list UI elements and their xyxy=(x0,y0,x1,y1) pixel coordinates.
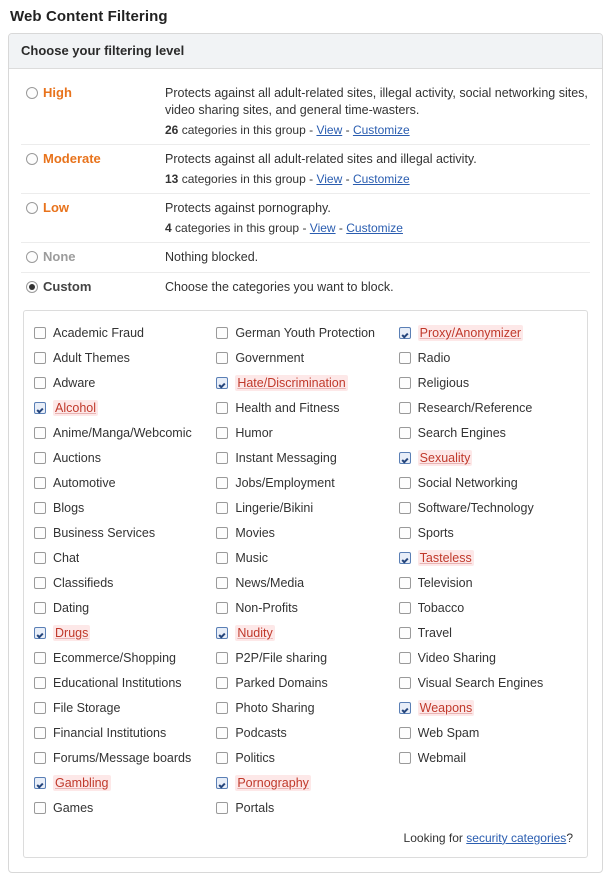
security-categories-note xyxy=(34,821,577,847)
category-label: P2P/File sharing xyxy=(235,651,328,666)
category-label: Drugs xyxy=(55,626,89,641)
category-item[interactable] xyxy=(399,671,577,696)
radio-cell-none[interactable] xyxy=(21,249,43,263)
desc-sub-low xyxy=(165,220,590,236)
filter-level-row-low[interactable] xyxy=(21,194,590,243)
category-checkbox[interactable] xyxy=(399,702,411,714)
category-label: Web Spam xyxy=(417,726,480,741)
category-item[interactable] xyxy=(34,746,212,771)
category-checkbox[interactable] xyxy=(34,727,46,739)
category-checkbox[interactable] xyxy=(216,602,228,614)
category-empty-slot xyxy=(399,771,577,796)
view-link-moderate[interactable]: View xyxy=(316,171,343,186)
category-checkbox[interactable] xyxy=(216,502,228,514)
category-checkbox[interactable] xyxy=(216,327,228,339)
category-checkbox[interactable] xyxy=(399,727,411,739)
category-checkbox[interactable] xyxy=(34,652,46,664)
category-item[interactable] xyxy=(216,396,394,421)
category-item[interactable] xyxy=(34,446,212,471)
category-label: Pornography xyxy=(237,776,309,791)
category-checkbox[interactable] xyxy=(399,627,411,639)
category-item[interactable] xyxy=(399,646,577,671)
category-label: Health and Fitness xyxy=(235,401,340,416)
category-item[interactable] xyxy=(216,621,394,646)
category-checkbox[interactable] xyxy=(399,452,411,464)
category-checkbox[interactable] xyxy=(399,477,411,489)
category-count-high: 26 xyxy=(165,122,179,137)
category-item[interactable] xyxy=(216,671,394,696)
category-checkbox[interactable] xyxy=(216,777,228,789)
category-item[interactable] xyxy=(34,721,212,746)
category-checkbox[interactable] xyxy=(216,577,228,589)
category-item[interactable] xyxy=(399,471,577,496)
category-item[interactable] xyxy=(216,421,394,446)
category-label: Tobacco xyxy=(417,601,465,616)
category-empty-slot xyxy=(399,796,577,821)
radio-cell-low[interactable] xyxy=(21,200,43,214)
category-label: Hate/Discrimination xyxy=(237,376,346,391)
category-checkbox[interactable] xyxy=(34,752,46,764)
category-checkbox[interactable] xyxy=(399,502,411,514)
radio-cell-high[interactable] xyxy=(21,85,43,99)
category-checkbox[interactable] xyxy=(216,752,228,764)
category-item[interactable] xyxy=(216,471,394,496)
category-checkbox[interactable] xyxy=(34,477,46,489)
category-item[interactable] xyxy=(34,646,212,671)
category-count-suffix-low: categories in this group - xyxy=(175,220,307,235)
note-prefix: Looking for xyxy=(403,830,467,845)
category-checkbox[interactable] xyxy=(34,502,46,514)
filter-level-label-high: High xyxy=(43,85,72,100)
category-label: Software/Technology xyxy=(417,501,534,516)
category-checkbox[interactable] xyxy=(34,602,46,614)
category-item[interactable] xyxy=(399,596,577,621)
category-item[interactable] xyxy=(34,471,212,496)
category-label: Video Sharing xyxy=(417,651,496,666)
desc-sub-high xyxy=(165,122,590,138)
category-item[interactable] xyxy=(399,446,577,471)
panel-body xyxy=(9,69,602,872)
category-item[interactable] xyxy=(34,496,212,521)
category-label: Forums/Message boards xyxy=(53,751,192,766)
filter-level-label-none: None xyxy=(43,249,76,265)
radio-none[interactable] xyxy=(26,251,38,263)
category-checkbox[interactable] xyxy=(216,802,228,814)
category-item[interactable] xyxy=(216,371,394,396)
desc-text-low: Protects against pornography. xyxy=(165,201,331,215)
radio-custom[interactable] xyxy=(26,281,38,293)
category-label: Religious xyxy=(417,376,470,391)
category-checkbox[interactable] xyxy=(399,402,411,414)
view-link-high[interactable]: View xyxy=(316,122,343,137)
category-label: Automotive xyxy=(53,476,116,491)
category-item[interactable] xyxy=(399,346,577,371)
category-item[interactable] xyxy=(34,321,212,346)
category-item[interactable] xyxy=(399,521,577,546)
category-item[interactable] xyxy=(216,346,394,371)
category-checkbox[interactable] xyxy=(399,652,411,664)
category-checkbox[interactable] xyxy=(399,352,411,364)
category-item[interactable] xyxy=(34,396,212,421)
category-item[interactable] xyxy=(34,521,212,546)
category-checkbox[interactable] xyxy=(34,527,46,539)
category-checkbox[interactable] xyxy=(399,577,411,589)
category-label: Television xyxy=(417,576,473,591)
category-label: Research/Reference xyxy=(417,401,533,416)
filter-level-label-low: Low xyxy=(43,200,69,215)
category-item[interactable] xyxy=(34,546,212,571)
category-item[interactable] xyxy=(399,546,577,571)
category-label: Jobs/Employment xyxy=(235,476,335,491)
note-suffix: ? xyxy=(566,830,573,845)
filter-level-desc-moderate xyxy=(165,151,590,187)
category-label: Travel xyxy=(417,626,452,641)
category-count-moderate: 13 xyxy=(165,171,179,186)
category-label: Blogs xyxy=(53,501,85,516)
category-checkbox[interactable] xyxy=(216,677,228,689)
category-item[interactable] xyxy=(216,646,394,671)
filter-level-desc-high xyxy=(165,85,590,138)
category-item[interactable] xyxy=(216,796,394,821)
customize-link-high[interactable]: Customize xyxy=(352,122,410,137)
filtering-level-panel xyxy=(8,33,603,873)
category-item[interactable] xyxy=(399,371,577,396)
category-label: Lingerie/Bikini xyxy=(235,501,314,516)
radio-cell-custom[interactable] xyxy=(21,279,43,293)
category-label: Classifieds xyxy=(53,576,114,591)
category-label: Academic Fraud xyxy=(53,326,145,341)
category-label: Podcasts xyxy=(235,726,287,741)
category-label: Chat xyxy=(53,551,80,566)
category-label: Sports xyxy=(417,526,454,541)
radio-high[interactable] xyxy=(26,87,38,99)
category-checkbox[interactable] xyxy=(399,427,411,439)
category-item[interactable] xyxy=(399,571,577,596)
category-item[interactable] xyxy=(399,696,577,721)
category-checkbox[interactable] xyxy=(34,777,46,789)
radio-moderate[interactable] xyxy=(26,153,38,165)
filter-level-row-none[interactable] xyxy=(21,243,590,273)
category-item[interactable] xyxy=(399,721,577,746)
category-label: Radio xyxy=(417,351,451,366)
category-item[interactable] xyxy=(216,521,394,546)
category-checkbox[interactable] xyxy=(34,627,46,639)
category-checkbox[interactable] xyxy=(216,452,228,464)
category-label: Games xyxy=(53,801,94,816)
category-label: Portals xyxy=(235,801,275,816)
category-checkbox[interactable] xyxy=(216,552,228,564)
radio-low[interactable] xyxy=(26,202,38,214)
category-item[interactable] xyxy=(34,671,212,696)
category-label: Webmail xyxy=(417,751,467,766)
category-item[interactable] xyxy=(216,771,394,796)
category-label: Photo Sharing xyxy=(235,701,315,716)
category-checkbox[interactable] xyxy=(34,577,46,589)
category-item[interactable] xyxy=(216,596,394,621)
category-item[interactable] xyxy=(34,421,212,446)
category-label: Financial Institutions xyxy=(53,726,167,741)
category-label: Dating xyxy=(53,601,90,616)
category-checkbox[interactable] xyxy=(399,752,411,764)
category-item[interactable] xyxy=(34,621,212,646)
category-item[interactable] xyxy=(34,796,212,821)
category-checkbox[interactable] xyxy=(34,702,46,714)
category-label: Social Networking xyxy=(417,476,518,491)
category-item[interactable] xyxy=(216,446,394,471)
category-checkbox[interactable] xyxy=(34,352,46,364)
filter-level-label-custom: Custom xyxy=(43,278,92,294)
category-checkbox[interactable] xyxy=(216,402,228,414)
filter-level-row-custom[interactable] xyxy=(21,273,590,302)
category-item[interactable] xyxy=(216,721,394,746)
desc-text-moderate: Protects against all adult-related sites and illegal activity. xyxy=(165,151,477,166)
category-label: Alcohol xyxy=(55,401,96,416)
category-label: Proxy/Anonymizer xyxy=(419,326,522,341)
category-label: Business Services xyxy=(53,526,156,541)
category-item[interactable] xyxy=(399,746,577,771)
category-checkbox[interactable] xyxy=(399,602,411,614)
category-item[interactable] xyxy=(34,346,212,371)
category-item[interactable] xyxy=(399,321,577,346)
sep-moderate: - xyxy=(345,171,350,186)
category-checkbox[interactable] xyxy=(216,477,228,489)
category-checkbox[interactable] xyxy=(34,802,46,814)
category-label: File Storage xyxy=(53,701,121,716)
category-label: Weapons xyxy=(419,701,473,716)
category-checkbox[interactable] xyxy=(216,727,228,739)
category-selection-box xyxy=(23,310,588,858)
category-count-suffix-high: categories in this group - xyxy=(181,122,314,137)
radio-cell-moderate[interactable] xyxy=(21,151,43,165)
category-item[interactable] xyxy=(216,496,394,521)
category-checkbox[interactable] xyxy=(216,627,228,639)
category-item[interactable] xyxy=(34,696,212,721)
category-checkbox[interactable] xyxy=(34,427,46,439)
category-grid xyxy=(34,321,577,821)
category-label: Music xyxy=(235,551,268,566)
category-label: German Youth Protection xyxy=(235,326,376,341)
category-label: Government xyxy=(235,351,305,366)
category-item[interactable] xyxy=(216,546,394,571)
category-label: Sexuality xyxy=(419,451,471,466)
category-item[interactable] xyxy=(34,771,212,796)
category-checkbox[interactable] xyxy=(399,527,411,539)
filter-level-row-high[interactable] xyxy=(21,79,590,145)
category-item[interactable] xyxy=(216,321,394,346)
category-checkbox[interactable] xyxy=(34,677,46,689)
category-checkbox[interactable] xyxy=(216,652,228,664)
category-label: Politics xyxy=(235,751,275,766)
category-checkbox[interactable] xyxy=(399,552,411,564)
category-count-suffix-moderate: categories in this group - xyxy=(181,171,314,186)
category-item[interactable] xyxy=(34,571,212,596)
category-label: Gambling xyxy=(55,776,109,791)
category-label: Visual Search Engines xyxy=(417,676,544,691)
category-checkbox[interactable] xyxy=(399,327,411,339)
category-label: Auctions xyxy=(53,451,101,466)
category-label: Non-Profits xyxy=(235,601,298,616)
category-label: Nudity xyxy=(237,626,273,641)
category-label: Tasteless xyxy=(419,551,472,566)
filter-level-row-moderate[interactable] xyxy=(21,145,590,194)
category-checkbox[interactable] xyxy=(34,377,46,389)
category-checkbox[interactable] xyxy=(216,527,228,539)
category-checkbox[interactable] xyxy=(34,327,46,339)
category-item[interactable] xyxy=(399,396,577,421)
category-label: Adware xyxy=(53,376,96,391)
desc-text-high: Protects against all adult-related sites, illegal activity, social networking sites, video sharing sites, and general time-wasters. xyxy=(165,86,588,117)
category-label: Instant Messaging xyxy=(235,451,337,466)
panel-header: Choose your filtering level xyxy=(9,34,602,69)
category-item[interactable] xyxy=(34,596,212,621)
category-label: News/Media xyxy=(235,576,305,591)
view-link-low[interactable]: View xyxy=(309,220,336,235)
category-checkbox[interactable] xyxy=(34,452,46,464)
category-label: Parked Domains xyxy=(235,676,328,691)
filter-level-desc-low xyxy=(165,200,590,236)
category-checkbox[interactable] xyxy=(216,377,228,389)
page-title: Web Content Filtering xyxy=(10,8,168,25)
category-checkbox[interactable] xyxy=(216,427,228,439)
category-item[interactable] xyxy=(399,621,577,646)
category-label: Search Engines xyxy=(417,426,506,441)
category-checkbox[interactable] xyxy=(399,677,411,689)
category-checkbox[interactable] xyxy=(34,552,46,564)
customize-link-moderate[interactable]: Customize xyxy=(352,171,410,186)
filter-level-label-moderate: Moderate xyxy=(43,150,101,166)
category-item[interactable] xyxy=(399,496,577,521)
category-count-low: 4 xyxy=(165,220,172,235)
security-categories-link[interactable]: security categories xyxy=(466,830,567,845)
category-label: Adult Themes xyxy=(53,351,130,366)
category-checkbox[interactable] xyxy=(34,402,46,414)
category-item[interactable] xyxy=(216,696,394,721)
filter-level-desc-custom: Choose the categories you want to block. xyxy=(165,279,394,294)
category-checkbox[interactable] xyxy=(399,377,411,389)
sep-low: - xyxy=(338,220,343,235)
category-label: Educational Institutions xyxy=(53,676,182,691)
filter-level-desc-none: Nothing blocked. xyxy=(165,250,259,265)
customize-link-low[interactable]: Customize xyxy=(346,220,403,235)
category-item[interactable] xyxy=(399,421,577,446)
category-item[interactable] xyxy=(34,371,212,396)
sep-high: - xyxy=(345,122,350,137)
category-item[interactable] xyxy=(216,571,394,596)
category-label: Movies xyxy=(235,526,275,541)
category-item[interactable] xyxy=(216,746,394,771)
category-label: Ecommerce/Shopping xyxy=(53,651,176,666)
category-label: Humor xyxy=(235,426,273,441)
category-checkbox[interactable] xyxy=(216,702,228,714)
category-checkbox[interactable] xyxy=(216,352,228,364)
category-label: Anime/Manga/Webcomic xyxy=(53,426,192,441)
desc-sub-moderate xyxy=(165,171,590,187)
